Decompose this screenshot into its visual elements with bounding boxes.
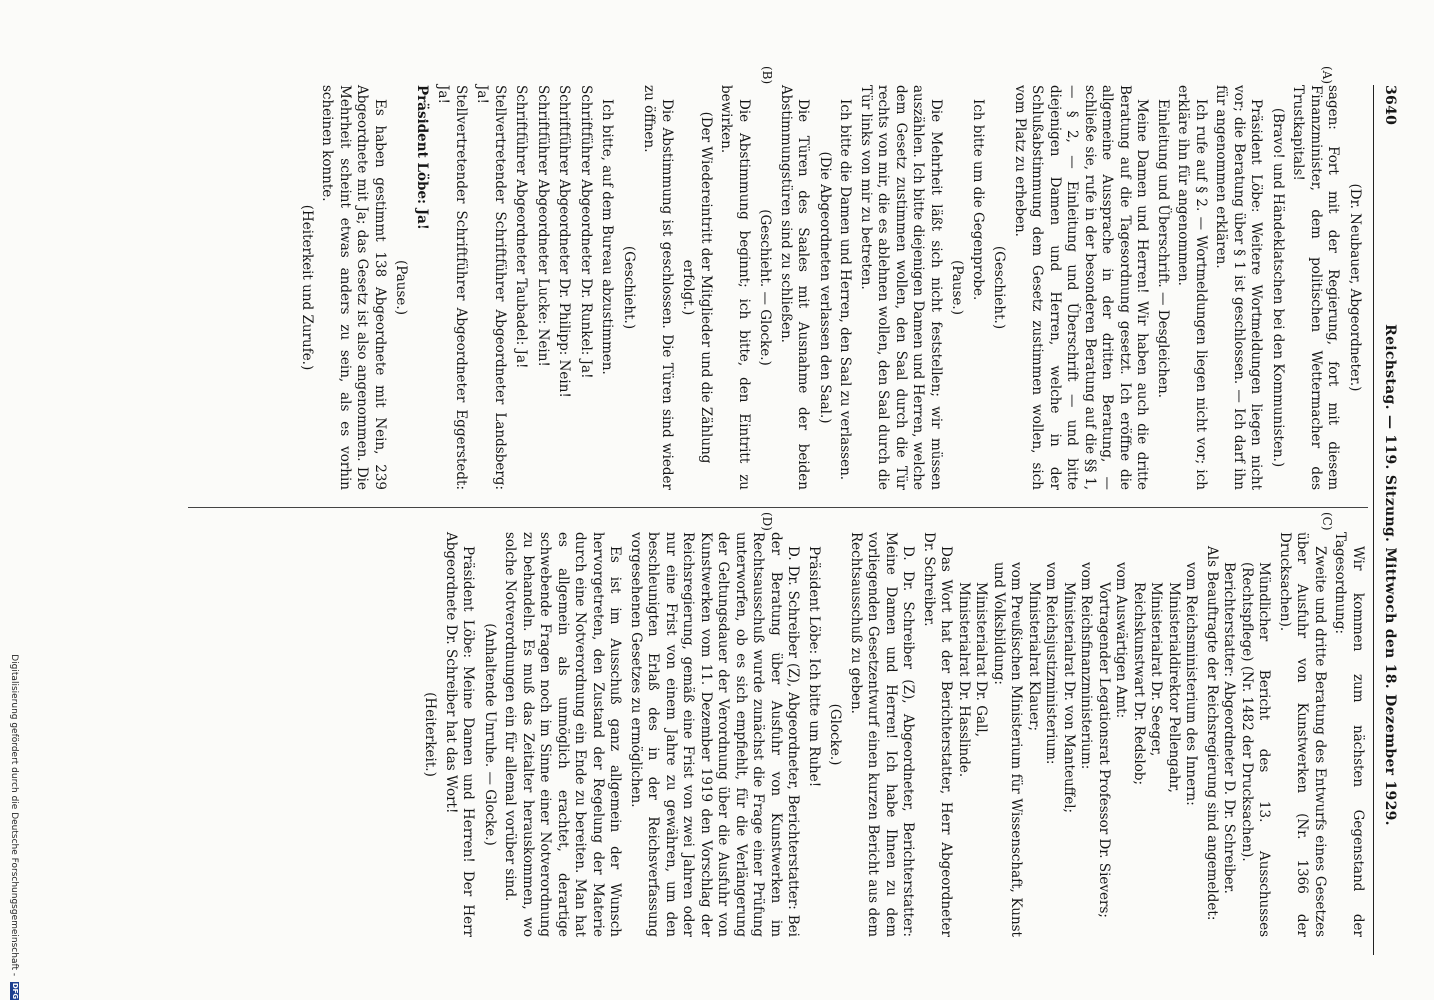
ministry: vom Reichsjustizministerium: <box>1043 562 1060 765</box>
paragraph: Präsident Löbe: Ich bitte um Ruhe! <box>806 546 822 788</box>
paragraph: Es haben gestimmt 138 Abgeordnete mit Nein, 239 Abgeordnete mit Ja; das Gesetz ist also angenommen. Die Mehrheit scheint etwas anders zu sein, als es vorhin scheinen konnte. <box>319 85 388 490</box>
paragraph: D. Dr. Schreiber (Z), Abgeordneter, Berichterstatter: Meine Damen und Herren! Ich habe Ihnen zu dem vorliegenden Gesetzentwurf einen kurzen Bericht aus dem Rechtsausschuß zu geben. <box>848 532 917 937</box>
header-rule <box>1373 85 1374 955</box>
stage-direction: (Geschieht.) <box>991 245 1008 330</box>
margin-mark-d: (D) <box>760 512 774 531</box>
paragraph: Als Beauftragte der Reichsregierung sind angemeldet: <box>1204 546 1220 921</box>
ministry: vom Preußischen Ministerium für Wissenschaft, Kunst und Volksbildung: <box>991 562 1025 937</box>
stage-direction: (Heiterkeit und Zurufe.) <box>299 204 315 371</box>
official: Ministerialrat Dr. Hasslinde. <box>956 582 972 778</box>
paragraph: Ich rufe auf § 2. — Wortmeldungen liegen nicht vor; ich erkläre ihn für angenommen. <box>1175 85 1209 490</box>
speaker-ref: (Dr. Neubauer, Abgeordneter.) <box>1347 183 1363 392</box>
margin-mark-b: (B) <box>760 66 774 85</box>
official: Ministerialrat Dr. Gall, <box>973 582 990 737</box>
official: Ministerialrat Klauer; <box>1026 582 1042 731</box>
stage-direction: (Anhaltende Unruhe. — Glocke.) <box>482 623 498 846</box>
stage-direction: (Der Wiedereintritt der Mitglieder und die Zählung erfolgt.) <box>680 111 714 464</box>
stage-direction: (Pause.) <box>949 260 966 315</box>
margin-mark-c: (C) <box>1320 512 1334 531</box>
paragraph: Einleitung und Überschrift. — Desgleichen. <box>1155 99 1171 399</box>
paragraph: Ich bitte, auf dem Bureau abzustimmen. <box>599 99 616 375</box>
ministry: vom Reichsministerium des Innern: <box>1183 562 1200 806</box>
paragraph: Die Abstimmung beginnt; ich bitte, den Eintritt zu bewirken. <box>718 85 752 490</box>
stage-direction: (Bravo! und Händeklatschen bei den Kommunisten.) <box>1270 107 1286 468</box>
vote-entry: Präsident Löbe: Ja! <box>414 85 430 230</box>
paragraph: Die Mehrheit läßt sich nicht feststellen; wir müssen auszählen. Ich bitte diejenigen Damen und Herren, welche dem Gesetz zustimmen wollen, den Saal durch die Tür rechts von mir, die es ablehnen wollen, den Saal durch die Tür links von mir zu betreten. <box>858 85 944 490</box>
vote-entry: Schriftführer Abgeordneter Dr. Philipp: Nein! <box>556 85 573 398</box>
stage-direction: (Geschieht. — Glocke.) <box>757 209 774 366</box>
paragraph: Es ist im Ausschuß ganz allgemein der Wunsch hervorgetreten, den Zustand der Regelung der Materie durch eine Notverordnung ein Ende zu bereiten. Man hat es allgemein als unmöglich erachtet, derartige schwebende Fragen noch im Sinne einer Notverordnung zu behandeln. Es muß das Zeitalter herauskommen, wo solche Notverordnungen ein für allemal vorüber sind. <box>502 532 624 937</box>
official: Reichskunstwart Dr. Redslob; <box>1131 582 1147 786</box>
digitization-credit <box>9 620 19 1000</box>
paragraph: Die Abstimmung ist geschlossen. Die Türen sind wieder zu öffnen. <box>641 85 675 490</box>
paragraph: sagen: Fort mit der Regierung, fort mit diesem Finanzminister, dem politischen Wettermacher des Trustkapitals! <box>1290 85 1342 490</box>
stage-direction: (Glocke.) <box>827 703 844 766</box>
paragraph: D. Dr. Schreiber (Z), Abgeordneter, Berichterstatter: Bei der Beratung über Ausfuhr von Kunstwerken im Rechtsausschuß wurde zunächst die Frage einer Prüfung unterworfen, ob es sich empfiehlt, für die Verlängerung der Geltungsdauer der Verordnung über die Ausfuhr von Kunstwerken vom 11. Dezember 1919 den Vorschlag der Reichsregierung, gemäß eine Frist von zwei Jahren oder nur eine Frist von einem Jahre zu gewähren, um den beschleunigten Erlaß des in der Reichsverfassung vorgesehenen Gesetzes zu ermöglichen. <box>628 532 802 937</box>
paragraph: Ich bitte um die Gegenprobe. <box>970 99 986 301</box>
stage-direction: (Geschieht.) <box>621 245 637 330</box>
agenda-subitem: Berichterstatter: Abgeordneter D. Dr. Schreiber. <box>1221 562 1238 894</box>
column-divider <box>188 507 1368 508</box>
official: Ministerialrat Dr. Seeger, <box>1148 582 1165 757</box>
left-column <box>294 85 1367 490</box>
running-title: Reichstag. — 119. Sitzung. Mittwoch den 18. Dezember 1929. <box>1382 324 1398 826</box>
margin-mark-a: (A) <box>1320 66 1334 85</box>
stage-direction: (Pause.) <box>393 260 410 315</box>
vote-entry: Schriftführer Abgeordneter Lucke: Nein! <box>535 85 551 367</box>
paragraph: Präsident Löbe: Weitere Wortmeldungen liegen nicht vor; die Beratung über § 1 ist geschlossen. — Ich darf ihn für angenommen erklären. <box>1213 85 1265 490</box>
official: Ministerialdirektor Pellengahr, <box>1166 582 1182 793</box>
paragraph: Die Türen des Saales mit Ausnahme der beiden Abstimmungstüren sind zu schließen. <box>778 85 812 490</box>
ministry: vom Auswärtigen Amt: <box>1113 562 1130 719</box>
paragraph: Das Wort hat der Berichterstatter, Herr Abgeordneter Dr. Schreiber. <box>921 532 955 937</box>
vote-entry: Schriftführer Abgeordneter Taubadel: Ja! <box>513 85 530 369</box>
agenda-subitem: Mündlicher Bericht des 13. Ausschusses (Rechtspflege) (Nr. 1482 der Drucksachen). <box>1239 562 1273 937</box>
stage-direction: (Heiterkeit.) <box>422 692 439 777</box>
ministry: vom Reichsfinanzministerium: <box>1078 562 1095 770</box>
paragraph: Wir kommen zum nächsten Gegenstand der Tagesordnung: <box>1332 532 1366 937</box>
official: Ministerialrat Dr. von Manteuffel; <box>1061 582 1077 814</box>
credit-text: Digitalisierung gefördert durch die Deutsche Forschungsgemeinschaft - <box>9 654 19 977</box>
paragraph: Präsident Löbe: Meine Damen und Herren! Der Herr Abgeordnete Dr. Schreiber hat das Wort! <box>443 532 477 937</box>
agenda-item: Zweite und dritte Beratung des Entwurfs eines Gesetzes über Ausfuhr von Kunstwerken (Nr. 1366 der Drucksachen). <box>1277 532 1328 937</box>
page-number: 3640 <box>1382 85 1398 126</box>
vote-entry: Stellvertretender Schriftführer Abgeordneter Eggerstedt: Ja! <box>435 85 469 490</box>
page-header <box>1374 85 1404 955</box>
stage-direction: (Die Abgeordneten verlassen den Saal.) <box>817 151 833 424</box>
vote-entry: Stellvertretender Schriftführer Abgeordneter Landsberg: Ja! <box>474 85 508 490</box>
dfg-logo: DFG <box>11 982 19 1000</box>
official: Vortragender Legationsrat Professor Dr. Sievers; <box>1096 582 1112 918</box>
paragraph: Meine Damen und Herren! Wir haben auch die dritte Beratung auf die Tagesordnung gesetzt. Ich eröffne die allgemeine Aussprache in der dritten Beratung, — schließe sie, rufe in der besonderen Beratung auf die §§ 1, — § 2, — Einleitung und Überschrift — und bitte diejenigen Damen und Herren, welche in der Schlußabstimmung dem Gesetz zustimmen wollen, sich vom Platz zu erheben. <box>1012 85 1151 490</box>
right-column <box>417 532 1366 937</box>
vote-entry: Schriftführer Abgeordneter Dr. Runkel: Ja! <box>578 85 594 379</box>
paragraph: Ich bitte die Damen und Herren, den Saal zu verlassen. <box>837 99 854 481</box>
